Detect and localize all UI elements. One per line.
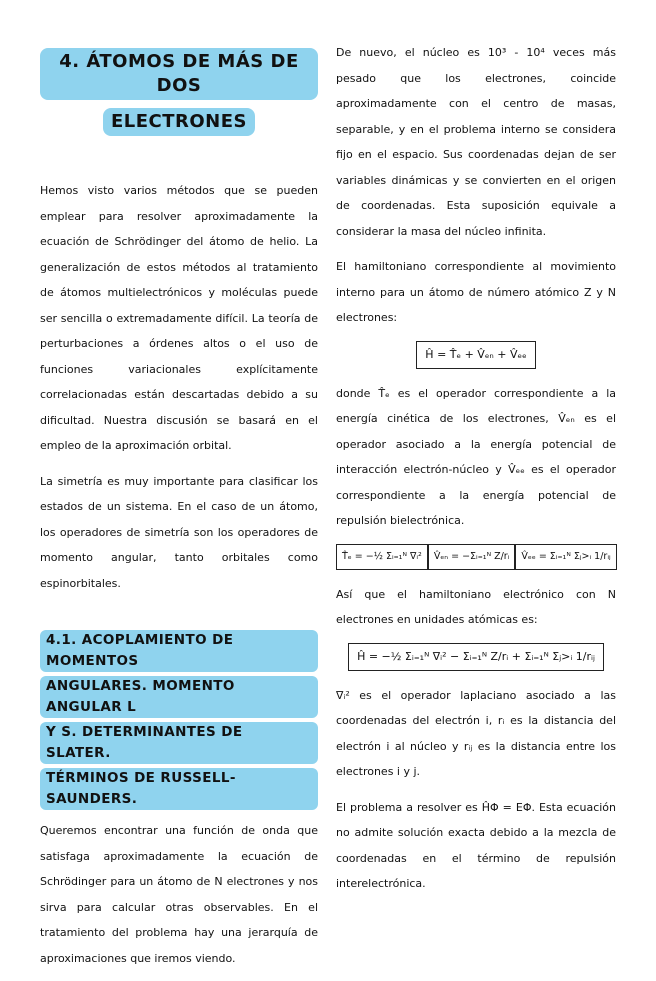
subsection-title-line2: ANGULARES. MOMENTO ANGULAR L	[40, 676, 318, 718]
paragraph-hamiltonian-intro: El hamiltoniano correspondiente al movimiento interno para un átomo de número atómico Z y N electrones:	[336, 260, 616, 324]
equation-hamiltonian: Ĥ = T̂ₑ + V̂ₑₙ + V̂ₑₑ	[416, 341, 535, 369]
paragraph-operators: donde T̂ₑ es el operador correspondiente a la energía cinética de los electrones, V̂ₑₙ es el operador asociado a la energía potencial de interacción electrón-núcleo y V̂ₑₑ es el operador correspondiente a la energía potencial de repulsión bielectrónica.	[336, 386, 616, 527]
paragraph-symmetry: La simetría es muy importante para clasificar los estados de un sistema. En el caso de un átomo, los operadores de simetría son los operadores de momento angular, tanto orbitales como espinorbitales.	[40, 474, 318, 590]
equation-hamiltonian-box	[336, 341, 616, 369]
operator-boxes	[336, 544, 616, 570]
subsection-title-line1: 4.1. ACOPLAMIENTO DE MOMENTOS	[40, 630, 318, 672]
subsection-title-line4: TÉRMINOS DE RUSSELL-SAUNDERS.	[40, 768, 318, 810]
subsection-title-line3: Y S. DETERMINANTES DE SLATER.	[40, 722, 318, 764]
paragraph-intro: Hemos visto varios métodos que se pueden emplear para resolver aproximadamente la ecuación de Schrödinger del átomo de helio. La generalización de estos métodos al tratamiento de átomos multielectrónicos y moléculas puede ser sencilla o extremadamente difícil. La teoría de perturbaciones a órdenes altos o el uso de funciones variacionales explícitamente correlacionadas están descartadas debido a su dificultad. Nuestra discusión se basará en el empleo de la aproximación orbital.	[40, 184, 318, 452]
operator-electron-nucleus: V̂ₑₙ = −Σᵢ₌₁ᴺ Z/rᵢ	[428, 544, 516, 570]
paragraph-nucleus: De nuevo, el núcleo es 10³ - 10⁴ veces más pesado que los electrones, coincide aproximadamente con el centro de masas, separable, y en el problema interno se considera fijo en el espacio. Sus coordenadas dejan de ser variables dinámicas y se convierten en el origen de coordenadas. Esta suposición equivale a considerar la masa del núcleo infinita.	[336, 46, 616, 238]
left-column	[40, 40, 318, 981]
right-column	[336, 40, 616, 907]
paragraph-wavefunction: Queremos encontrar una función de onda que satisfaga aproximadamente la ecuación de Schrödinger para un átomo de N electrones y nos sirva para calcular otras observables. En el tratamiento del problema hay una jerarquía de aproximaciones que iremos viendo.	[40, 824, 318, 965]
equation-full-hamiltonian-box	[336, 643, 616, 671]
equation-full-hamiltonian: Ĥ = −½ Σᵢ₌₁ᴺ ∇ᵢ² − Σᵢ₌₁ᴺ Z/rᵢ + Σᵢ₌₁ᴺ Σⱼ>ᵢ 1/rᵢⱼ	[348, 643, 604, 671]
paragraph-laplacian: ∇ᵢ² es el operador laplaciano asociado a las coordenadas del electrón i, rᵢ es la distancia del electrón i al núcleo y rᵢⱼ es la distancia entre los electrones i y j.	[336, 688, 616, 778]
paragraph-problem: El problema a resolver es ĤΦ = EΦ. Esta ecuación no admite solución exacta debido a la mezcla de coordenadas en el término de repulsión interelectrónica.	[336, 800, 616, 890]
subsection-title	[40, 628, 318, 812]
section-title-line1: 4. ÁTOMOS DE MÁS DE DOS	[40, 48, 318, 100]
section-title-line2: ELECTRONES	[103, 108, 255, 136]
section-title	[40, 40, 318, 140]
paragraph-atomic-units: Así que el hamiltoniano electrónico con N electrones en unidades atómicas es:	[336, 587, 616, 626]
operator-kinetic: T̂ₑ = −½ Σᵢ₌₁ᴺ ∇ᵢ²	[336, 544, 428, 570]
operator-electron-electron: V̂ₑₑ = Σᵢ₌₁ᴺ Σⱼ>ᵢ 1/rᵢⱼ	[515, 544, 616, 570]
